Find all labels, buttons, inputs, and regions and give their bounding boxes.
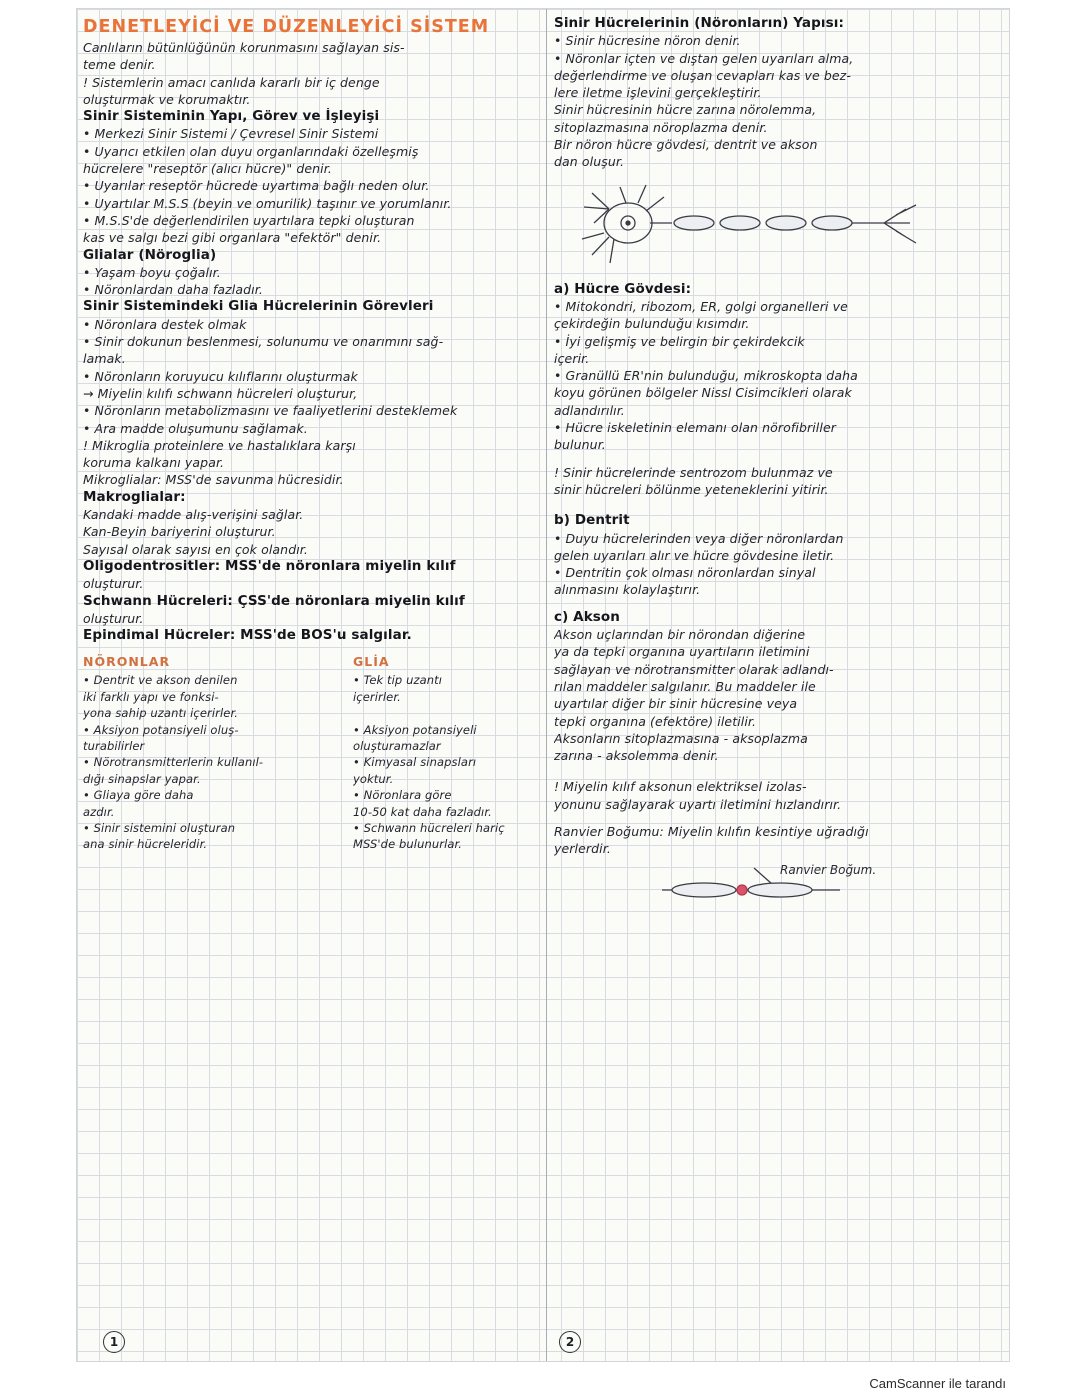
section-heading: Epindimal Hücreler: MSS'de BOS'u salgılar.	[83, 627, 412, 644]
note-line: oluşturur.	[83, 576, 144, 592]
section-heading: c) Akson	[554, 608, 621, 625]
note-line: koruma kalkanı yapar.	[83, 455, 225, 471]
note-line: sinir hücreleri bölünme yeteneklerini yitirir.	[554, 481, 829, 497]
note-line: Sinir hücresinin hücre zarına nörolemma,	[554, 102, 817, 118]
note-line: ! Sistemlerin amacı canlıda kararlı bir iç denge	[83, 74, 380, 90]
table-cell: • Gliaya göre daha	[83, 788, 194, 803]
section-heading: Glialar (Nöroglia)	[83, 246, 217, 263]
table-cell: oluşturamazlar	[353, 738, 441, 753]
note-line: • Nöronların koruyucu kılıflarını oluşturmak	[83, 368, 358, 384]
table-cell: yoktur.	[353, 771, 394, 786]
ranvier-label: Ranvier Boğum.	[780, 862, 877, 877]
table-cell: • Nörotransmitterlerin kullanıl-	[83, 755, 264, 770]
note-line: kas ve salgı bezi gibi organlara "efektör" denir.	[83, 230, 382, 246]
section-heading: Oligodentrositler: MSS'de nöronlara miyelin kılıf	[83, 557, 456, 574]
note-line: • Ara madde oluşumunu sağlamak.	[83, 420, 308, 436]
note-line: • Yaşam boyu çoğalır.	[83, 264, 221, 280]
left-column	[83, 15, 541, 872]
table-cell: ana sinir hücreleridir.	[83, 837, 208, 852]
note-line: ! Sinir hücrelerinde sentrozom bulunmaz ve	[554, 464, 833, 480]
note-line: zarına - aksolemma denir.	[554, 748, 719, 764]
note-line: • Mitokondri, ribozom, ER, golgi organelleri ve	[554, 298, 848, 314]
note-line: • Merkezi Sinir Sistemi / Çevresel Sinir Sistemi	[83, 126, 379, 142]
note-line: ! Miyelin kılıf aksonun elektriksel izolas-	[554, 779, 807, 795]
note-line: Kan-Beyin bariyerini oluşturur.	[83, 524, 276, 540]
neuron-column-header: NÖRONLAR	[83, 654, 171, 670]
note-line: • Nöronların metabolizmasını ve faaliyetlerini desteklemek	[83, 403, 458, 419]
note-line: • Uyarıcı etkilen olan duyu organlarındaki özelleşmiş	[83, 143, 419, 159]
myelin-sheath-sketch-icon	[554, 860, 994, 908]
scanner-watermark: CamScanner ile tarandı	[869, 1376, 1006, 1391]
note-line: sitoplazmasına nöroplazma denir.	[554, 119, 768, 135]
glia-column	[353, 652, 543, 852]
note-line: uyartılar diğer bir sinir hücresine veya	[554, 696, 798, 712]
table-cell: • Dentrit ve akson denilen	[83, 673, 238, 688]
note-line: Kandaki madde alış-verişini sağlar.	[83, 507, 304, 523]
spacer	[554, 599, 1000, 609]
note-line: • Dentritin çok olması nöronlardan sinyal	[554, 565, 816, 581]
spacer	[554, 813, 1000, 823]
notebook-page	[76, 8, 1010, 1362]
section-heading: b) Dentrit	[554, 512, 630, 529]
note-line: • Nöronlar içten ve dıştan gelen uyarıları alma,	[554, 50, 854, 66]
neuron-sketch-icon	[554, 179, 974, 275]
table-cell: • Aksiyon potansiyeli oluş-	[83, 722, 239, 737]
note-line: → Miyelin kılıfı schwann hücreleri oluşturur,	[83, 385, 358, 401]
comparison-table	[83, 652, 541, 872]
table-cell: dığı sinapslar yapar.	[83, 771, 201, 786]
neuron-column	[83, 652, 333, 852]
note-line: lamak.	[83, 351, 126, 367]
right-column	[554, 15, 1000, 908]
table-cell: MSS'de bulunurlar.	[353, 837, 463, 852]
note-line: • Granüllü ER'nin bulunduğu, mikroskopta daha	[554, 368, 858, 384]
table-cell: içerirler.	[353, 689, 401, 704]
note-line: oluşturur.	[83, 610, 144, 626]
note-line: içerir.	[554, 350, 590, 366]
note-line: ya da tepki organına uyartıların iletimini	[554, 644, 810, 660]
table-cell: • Tek tip uzantı	[353, 673, 443, 688]
section-heading: Sinir Sisteminin Yapı, Görev ve İşleyişi	[83, 108, 380, 125]
note-line: • Sinir hücresine nöron denir.	[554, 33, 741, 49]
note-line: • M.S.S'de değerlendirilen uyartılara tepki oluşturan	[83, 212, 415, 228]
note-line: Bir nöron hücre gövdesi, dentrit ve akson	[554, 137, 818, 153]
note-line: ! Mikroglia proteinlere ve hastalıklara karşı	[83, 437, 356, 453]
note-line: yonunu sağlayarak uyartı iletimini hızlandırır.	[554, 796, 842, 812]
note-line: Sayısal olarak sayısı en çok olandır.	[83, 541, 308, 557]
note-line: rılan maddeler salgılanır. Bu maddeler ile	[554, 678, 816, 694]
ranvier-drawing	[554, 860, 1000, 908]
note-line: oluşturmak ve korumaktır.	[83, 91, 251, 107]
note-line: Akson uçlarından bir nörondan diğerine	[554, 627, 806, 643]
note-line: Canlıların bütünlüğünün korunmasını sağlayan sis-	[83, 40, 405, 55]
table-cell: • Kimyasal sinapsları	[353, 755, 477, 770]
table-cell	[353, 705, 543, 721]
note-line: koyu görünen bölgeler Nissl Cisimcikleri olarak	[554, 385, 852, 401]
page-title: DENETLEYİCİ VE DÜZENLEYİCİ SİSTEM	[83, 17, 490, 37]
note-line: hücrelere "reseptör (alıcı hücre)" denir.	[83, 161, 332, 177]
page-number-right: 2	[559, 1331, 581, 1353]
note-line: • Uyartılar M.S.S (beyin ve omurilik) taşınır ve yorumlanır.	[83, 195, 452, 211]
note-line: alınmasını kolaylaştırır.	[554, 582, 701, 598]
note-line: Ranvier Boğumu: Miyelin kılıfın kesintiye uğradığı	[554, 823, 869, 839]
neuron-drawing	[554, 179, 1000, 275]
note-line: dan oluşur.	[554, 154, 625, 170]
note-line: sağlayan ve nörotransmitter olarak adlandı-	[554, 661, 834, 677]
note-line: • Sinir dokunun beslenmesi, solunumu ve onarımını sağ-	[83, 334, 444, 350]
spacer	[554, 764, 1000, 778]
note-line: Mikroglialar: MSS'de savunma hücresidir.	[83, 472, 344, 488]
note-line: • Uyarılar reseptör hücrede uyartıma bağlı neden olur.	[83, 178, 430, 194]
note-line: • Nöronlardan daha fazladır.	[83, 282, 263, 298]
note-line: • Hücre iskeletinin elemanı olan nörofibriller	[554, 420, 836, 436]
section-heading: Schwann Hücreleri: ÇSS'de nöronlara miyelin kılıf	[83, 592, 465, 609]
spacer	[554, 454, 1000, 464]
note-line: yerlerdir.	[554, 841, 611, 857]
table-cell: • Nöronlara göre	[353, 788, 452, 803]
table-cell: • Schwann hücreleri hariç	[353, 820, 505, 835]
note-line: çekirdeğin bulunduğu kısımdır.	[554, 316, 750, 332]
table-cell: • Aksiyon potansiyeli	[353, 722, 477, 737]
note-line: teme denir.	[83, 57, 156, 73]
table-cell: • Sinir sistemini oluşturan	[83, 820, 236, 835]
table-cell: yona sahip uzantı içerirler.	[83, 706, 238, 721]
glia-column-header: GLİA	[353, 654, 390, 670]
note-line: tepki organına (efektöre) iletilir.	[554, 713, 757, 729]
note-line: • Duyu hücrelerinden veya diğer nöronlardan	[554, 530, 844, 546]
table-cell: 10-50 kat daha fazladır.	[353, 804, 492, 819]
table-cell: iki farklı yapı ve fonksi-	[83, 689, 219, 704]
note-line: lere iletme işlevini gerçekleştirir.	[554, 85, 762, 101]
section-heading: a) Hücre Gövdesi:	[554, 280, 692, 297]
table-cell: azdır.	[83, 804, 115, 819]
section-heading: Sinir Sistemindeki Glia Hücrelerinin Görevleri	[83, 298, 434, 315]
note-line: adlandırılır.	[554, 402, 625, 418]
note-line: Aksonların sitoplazmasına - aksoplazma	[554, 730, 808, 746]
note-line: bulunur.	[554, 437, 606, 453]
spacer	[554, 498, 1000, 512]
note-line: değerlendirme ve oluşan cevapları kas ve bez-	[554, 67, 851, 83]
note-line: gelen uyarıları alır ve hücre gövdesine iletir.	[554, 547, 835, 563]
note-line: • İyi gelişmiş ve belirgin bir çekirdekcik	[554, 333, 805, 349]
note-line: • Nöronlara destek olmak	[83, 316, 247, 332]
column-divider	[546, 9, 547, 1361]
page-number-left: 1	[103, 1331, 125, 1353]
section-heading: Sinir Hücrelerinin (Nöronların) Yapısı:	[554, 15, 844, 31]
table-cell: turabilirler	[83, 738, 145, 753]
section-heading: Makroglialar:	[83, 488, 186, 505]
